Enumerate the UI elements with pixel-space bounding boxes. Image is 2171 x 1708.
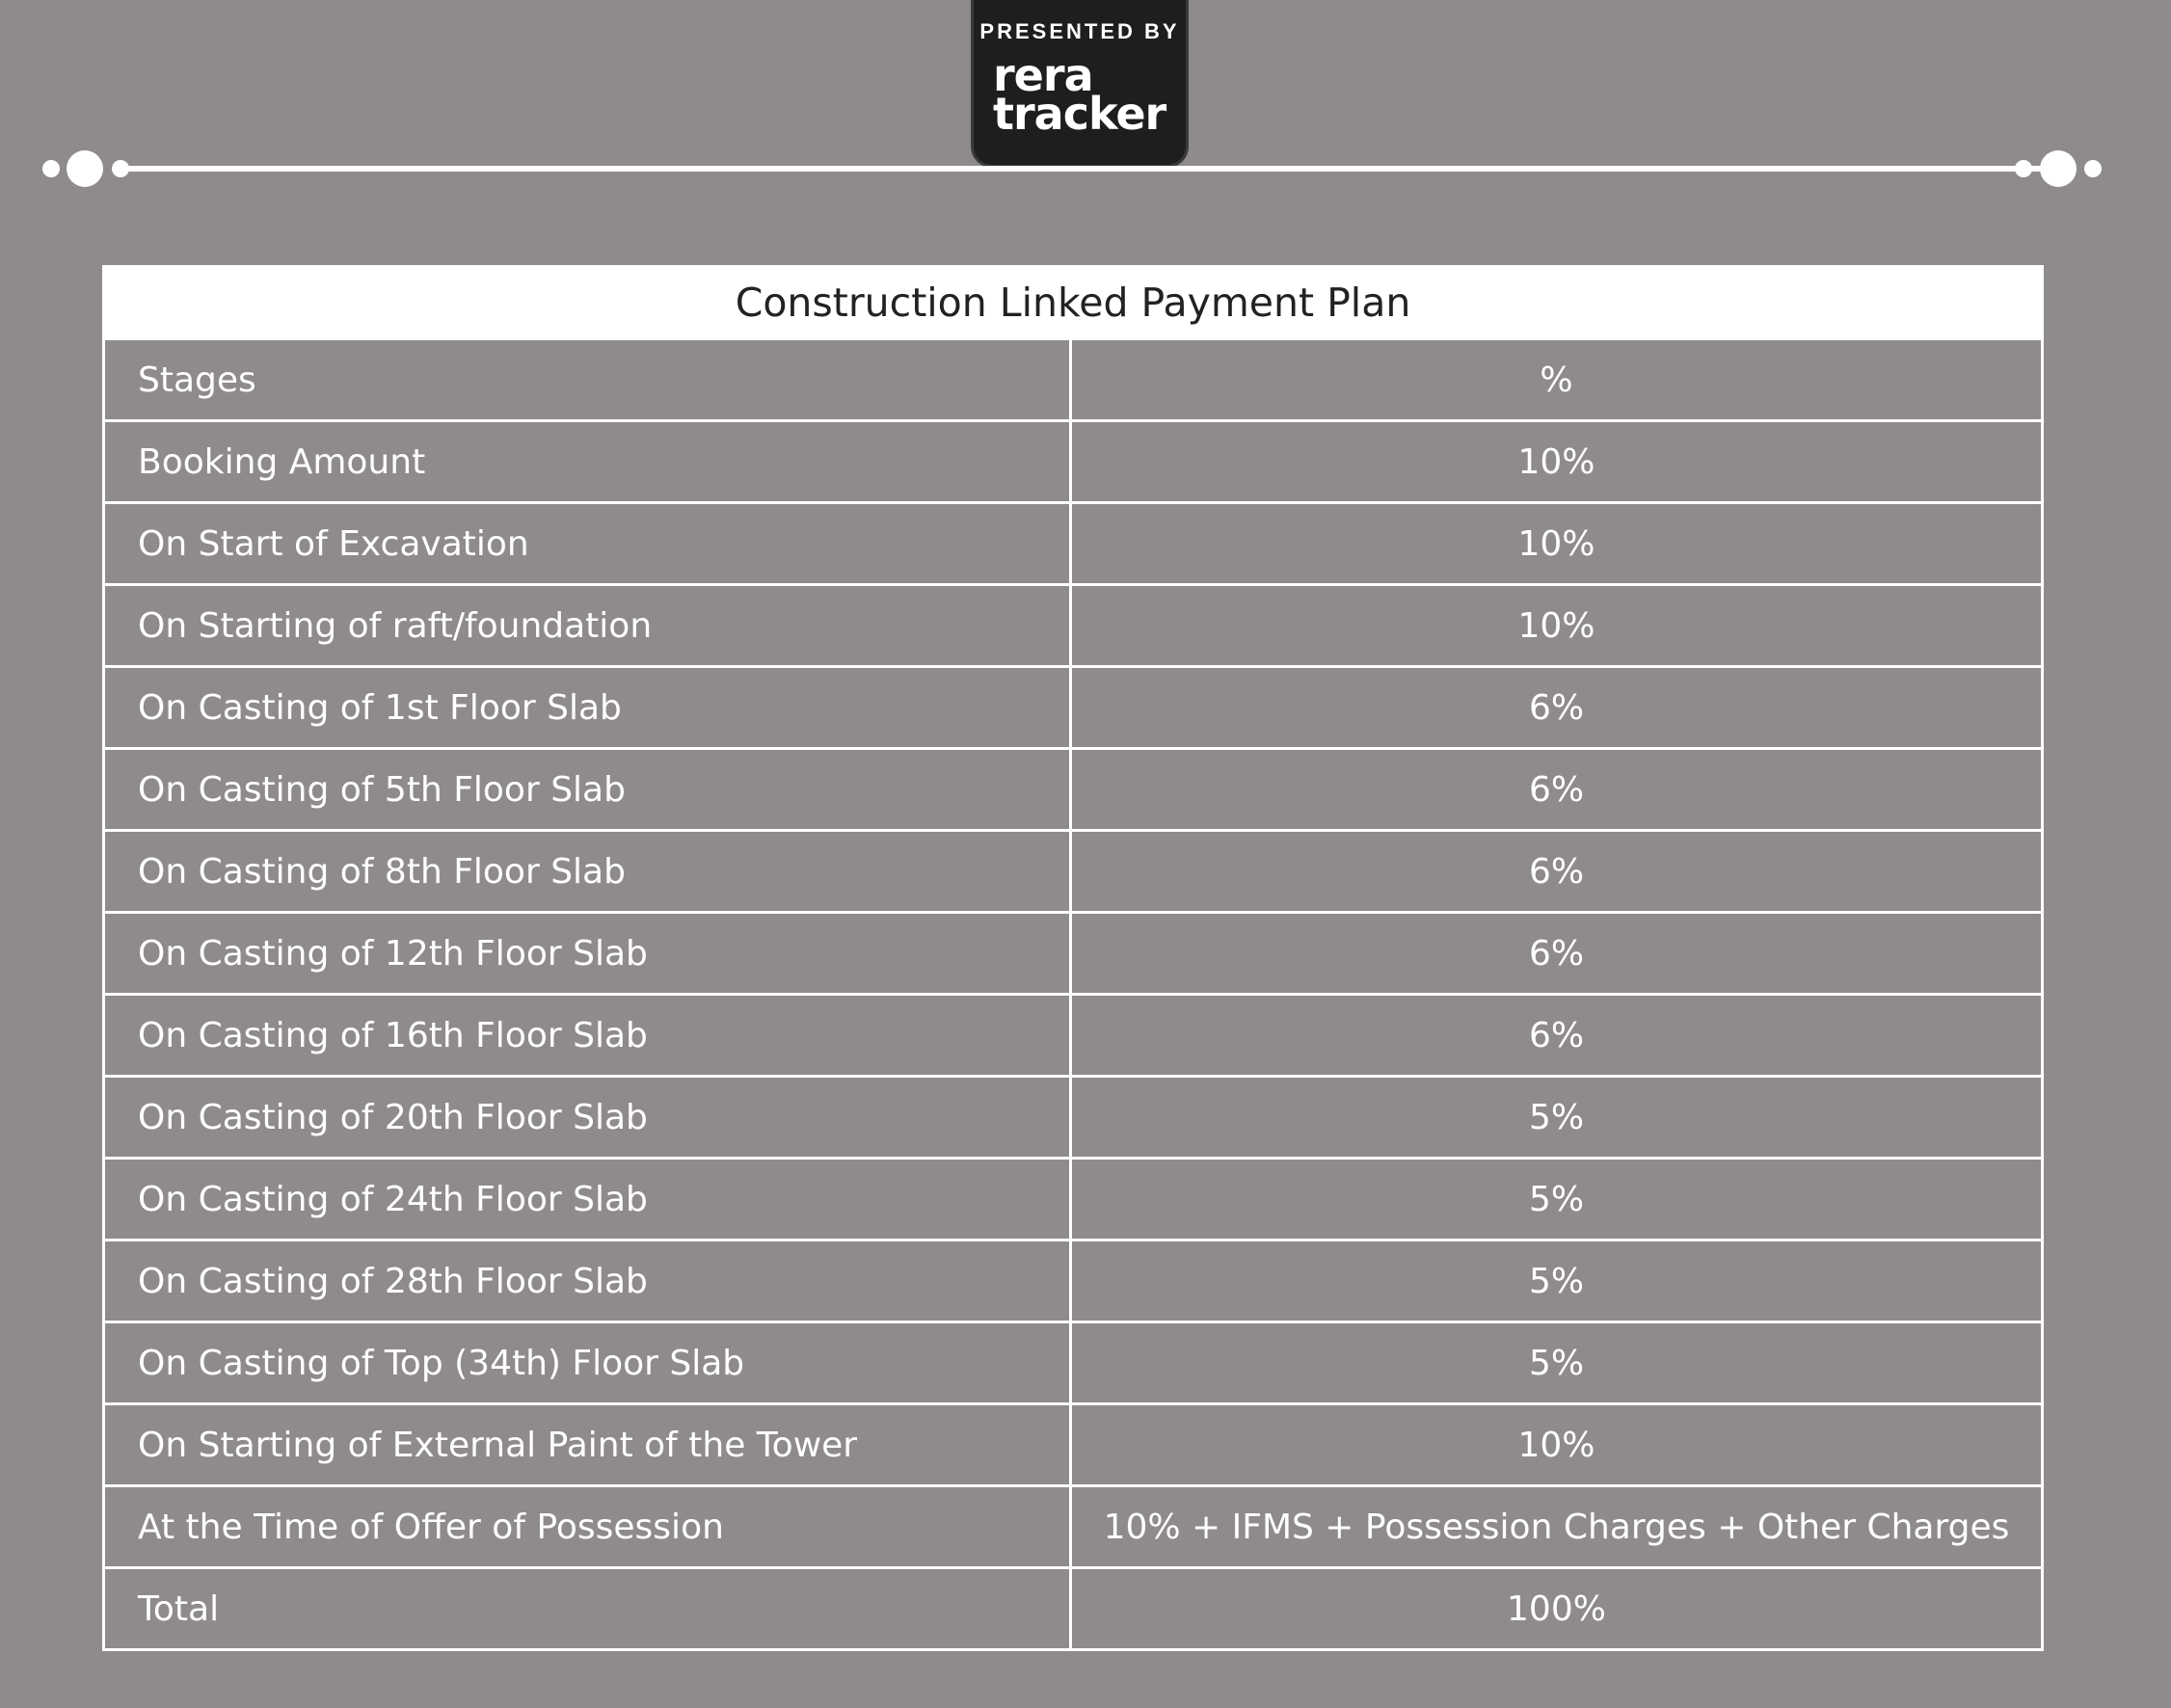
stage-cell: On Starting of raft/foundation <box>105 586 1072 665</box>
stage-cell: On Casting of 28th Floor Slab <box>105 1241 1072 1321</box>
logo-line-1: rera <box>993 49 1093 101</box>
percent-cell: 5% <box>1528 1179 1585 1219</box>
column-header-stages: Stages <box>105 340 1072 419</box>
divider-dot-large-left <box>67 150 103 187</box>
table-row <box>105 1157 2041 1239</box>
table-row <box>105 1075 2041 1157</box>
presented-by-label: PRESENTED BY <box>979 19 1180 43</box>
rera-tracker-logo <box>993 49 1166 140</box>
table-row <box>105 1239 2041 1321</box>
stage-cell: On Casting of 1st Floor Slab <box>105 668 1072 747</box>
stage-cell: On Casting of 20th Floor Slab <box>105 1078 1072 1157</box>
stage-cell: On Casting of 24th Floor Slab <box>105 1160 1072 1239</box>
table-row <box>105 665 2041 747</box>
table-row <box>105 1484 2041 1566</box>
stage-cell: Booking Amount <box>105 422 1072 501</box>
stage-cell: On Casting of 16th Floor Slab <box>105 996 1072 1075</box>
percent-cell: 10% <box>1517 441 1595 482</box>
stage-cell: On Starting of External Paint of the Tower <box>105 1405 1072 1484</box>
percent-cell: 6% <box>1528 687 1585 728</box>
table-row <box>105 1566 2041 1648</box>
divider-dot-small-right <box>2084 160 2102 177</box>
percent-cell: 100% <box>1507 1588 1606 1629</box>
table-body <box>105 337 2041 1648</box>
presented-by-badge <box>971 0 1189 168</box>
percent-cell: 10% + IFMS + Possession Charges + Other Charges <box>1103 1507 2010 1547</box>
percent-cell: 5% <box>1528 1261 1585 1301</box>
table-row <box>105 993 2041 1075</box>
percent-cell: 5% <box>1528 1097 1585 1137</box>
stage-cell: On Casting of Top (34th) Floor Slab <box>105 1323 1072 1402</box>
table-header-row <box>105 337 2041 419</box>
percent-cell: 6% <box>1528 851 1585 892</box>
table-row <box>105 419 2041 501</box>
percent-cell: 5% <box>1528 1343 1585 1383</box>
header-divider <box>116 166 2044 172</box>
percent-cell: 6% <box>1528 1015 1585 1055</box>
percent-cell: 10% <box>1517 605 1595 646</box>
percent-cell: 10% <box>1517 523 1595 564</box>
stage-cell: On Casting of 12th Floor Slab <box>105 914 1072 993</box>
logo-line-2: tracker <box>993 88 1166 140</box>
table-row <box>105 1402 2041 1484</box>
divider-dot-tiny-left <box>112 160 129 177</box>
table-row <box>105 501 2041 583</box>
percent-cell: 6% <box>1528 933 1585 974</box>
stage-cell: On Casting of 5th Floor Slab <box>105 750 1072 829</box>
stage-cell: Total <box>105 1569 1072 1648</box>
divider-dot-small-left <box>42 160 60 177</box>
stage-cell: On Casting of 8th Floor Slab <box>105 832 1072 911</box>
stage-cell: At the Time of Offer of Possession <box>105 1487 1072 1566</box>
table-title: Construction Linked Payment Plan <box>105 268 2041 337</box>
table-row <box>105 829 2041 911</box>
table-row <box>105 747 2041 829</box>
percent-cell: 6% <box>1528 769 1585 810</box>
table-row <box>105 1321 2041 1402</box>
stage-cell: On Start of Excavation <box>105 504 1072 583</box>
column-header-percent: % <box>1540 360 1573 400</box>
table-row <box>105 583 2041 665</box>
table-row <box>105 911 2041 993</box>
divider-dot-tiny-right <box>2015 160 2032 177</box>
divider-dot-large-right <box>2040 150 2077 187</box>
payment-plan-table <box>102 265 2044 1651</box>
percent-cell: 10% <box>1517 1425 1595 1465</box>
